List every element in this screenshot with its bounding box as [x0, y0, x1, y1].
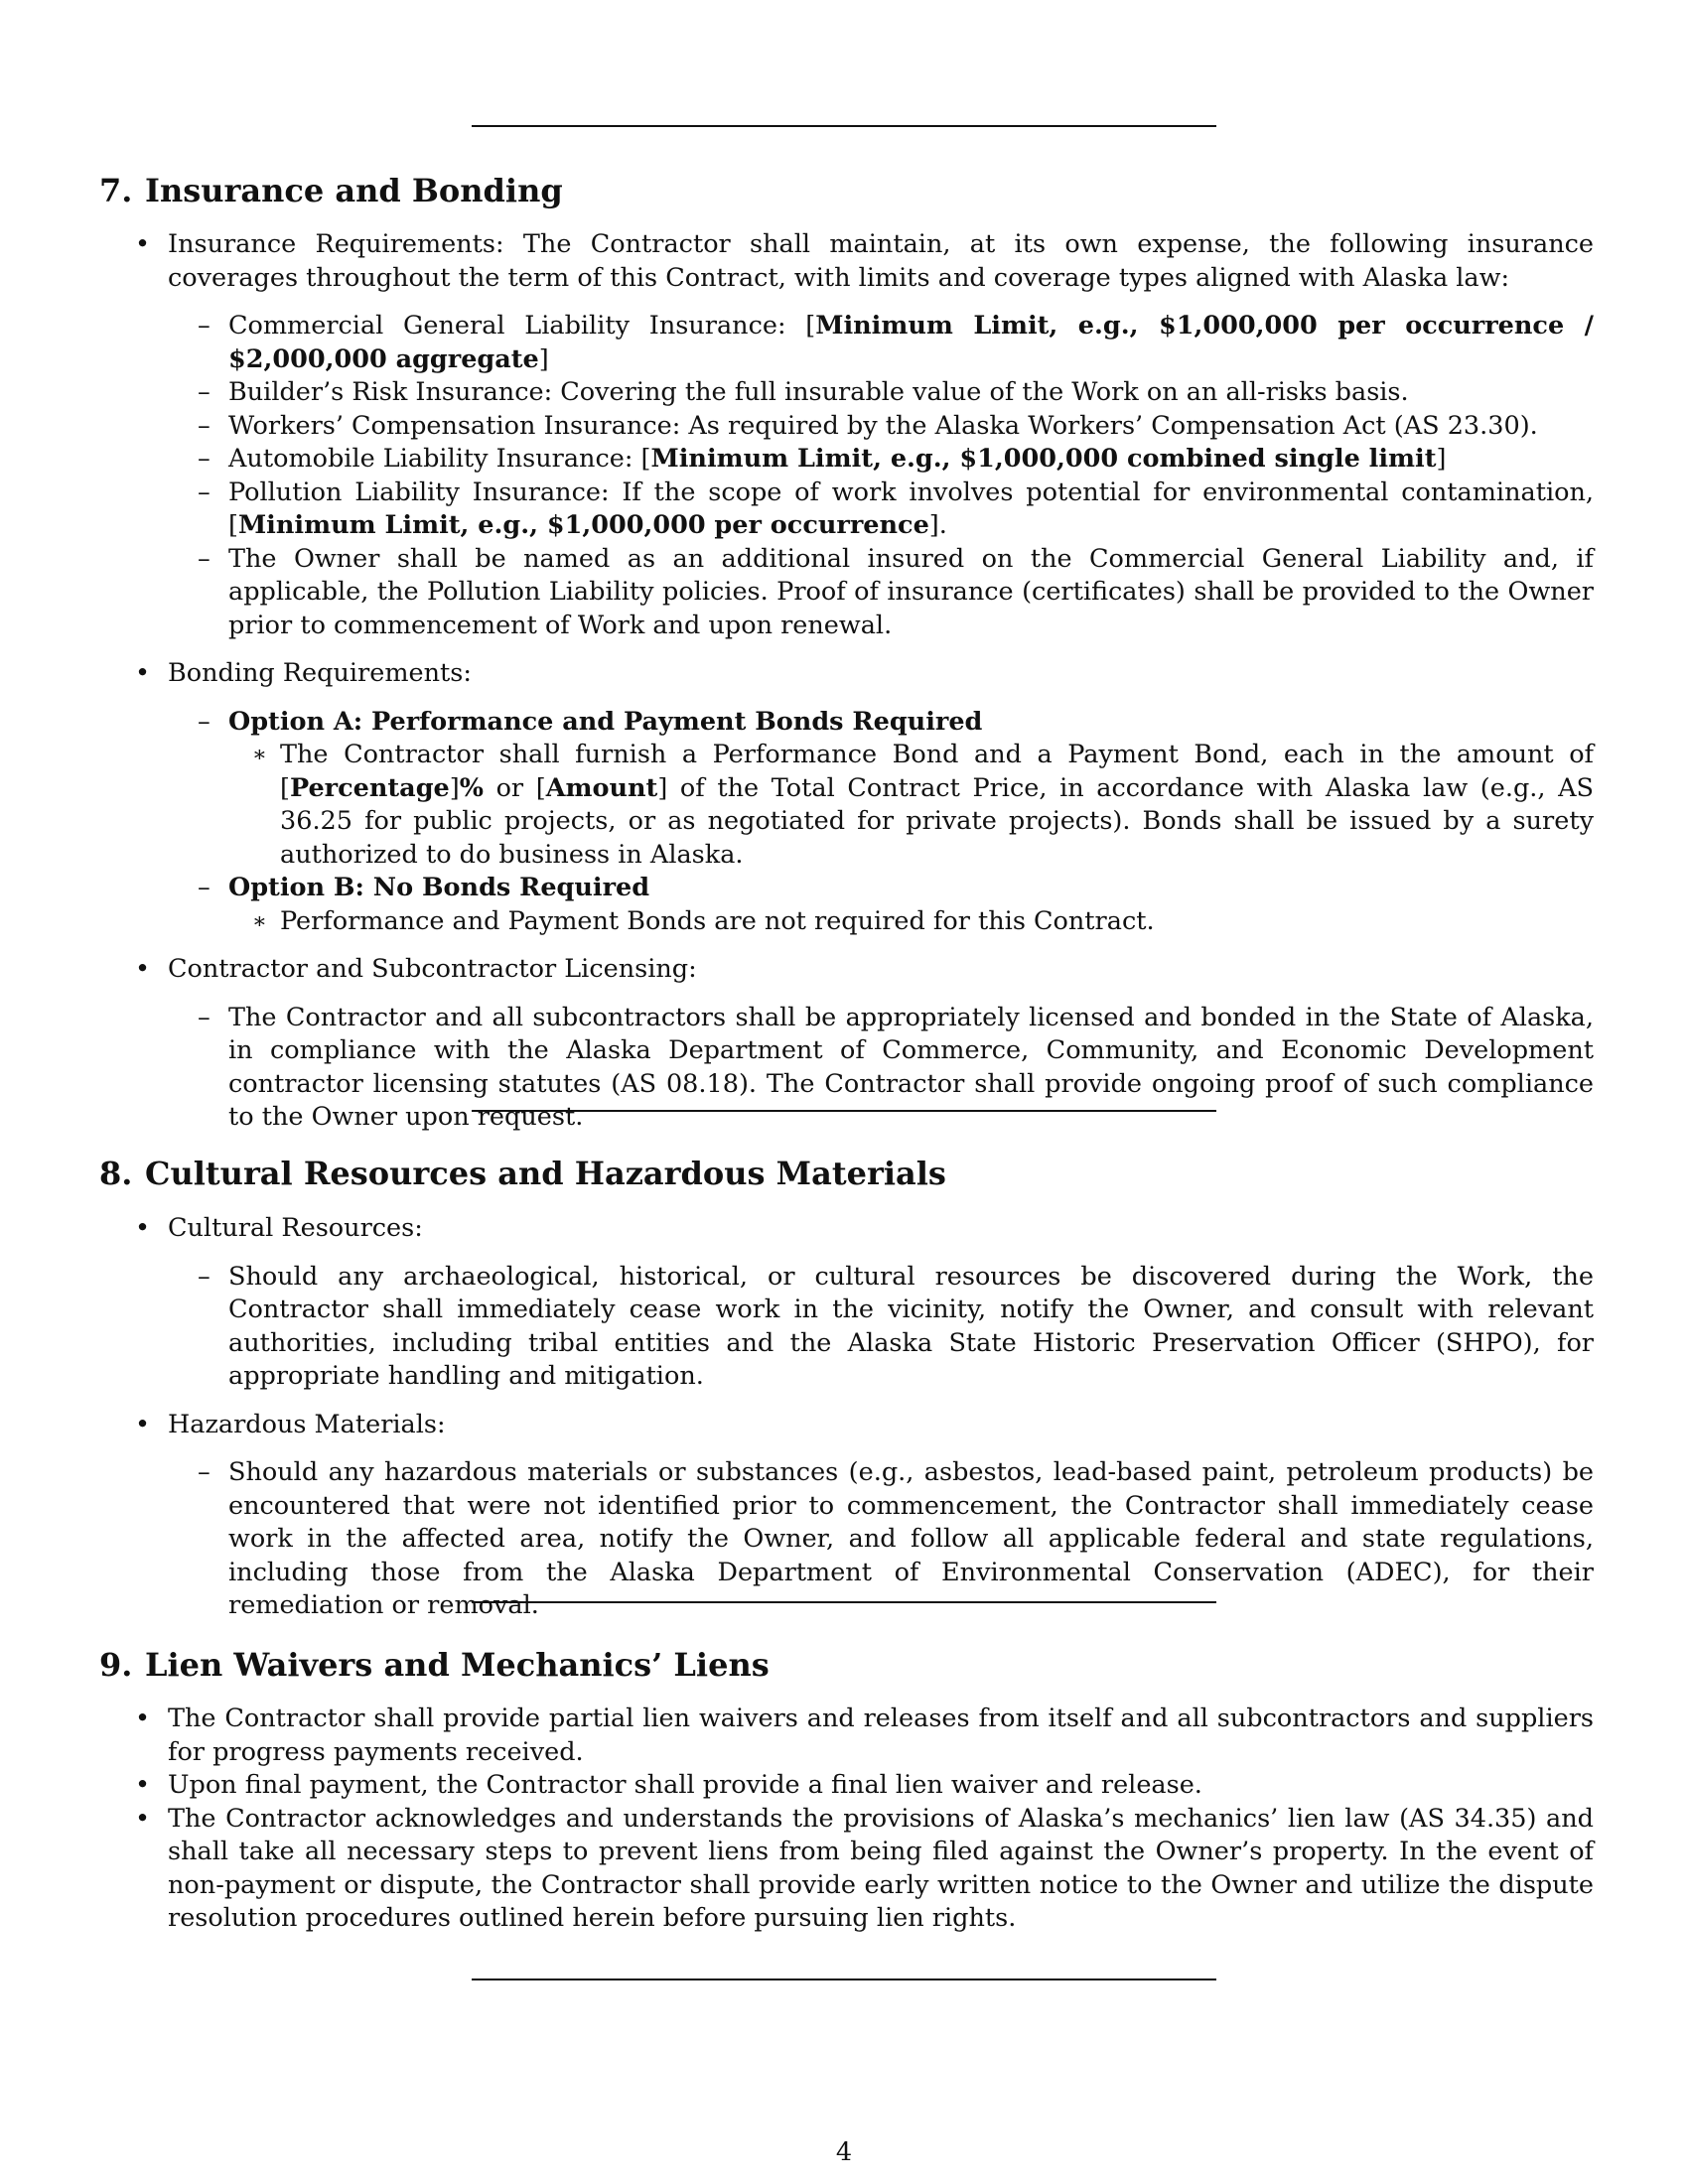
hazardous-text: Should any hazardous materials or substances (e.g., asbestos, lead-based paint, petroleum products) be encountered that were not identified prior to commencement, the Contractor shall immediately cease work in the affected area, notify the Owner, and follow all applicable federal and state regulations, including those from the Alaska Department of Environmental Conservation (ADEC), for their remediation or removal.	[228, 1457, 1594, 1620]
list-item	[168, 310, 1594, 376]
insurance-coverages-list	[168, 310, 1594, 642]
option-a-title: Option A: Performance and Payment Bonds Required	[228, 706, 983, 737]
insurance-bonding-list	[99, 228, 1594, 1135]
list-item	[99, 657, 1594, 938]
section-heading-9	[99, 1645, 770, 1685]
lien-list	[99, 1703, 1594, 1936]
list-item	[168, 706, 1594, 873]
horizontal-rule	[472, 1110, 1216, 1112]
section-number: 9.	[99, 1646, 133, 1684]
list-item: • Upon final payment, the Contractor shall provide a final lien waiver and release.	[99, 1769, 1594, 1803]
section-title: Lien Waivers and Mechanics’ Liens	[145, 1646, 770, 1684]
option-a-text: ] of the Total Contract Price, in accordance with Alaska law (e.g., AS 36.25 for public projects, or as negotiated for private projects). Bonds shall be issued by a surety authorized to do business in Alaska.	[280, 772, 1594, 870]
auto-limit: Minimum Limit, e.g., $1,000,000 combined single limit	[650, 444, 1437, 474]
section-title: Insurance and Bonding	[145, 172, 563, 209]
option-b-title: Option B: No Bonds Required	[228, 873, 650, 902]
list-item	[228, 905, 1594, 939]
licensing-text: The Contractor and all subcontractors shall be appropriately licensed and bonded in the State of Alaska, in compliance with the Alaska Department of Commerce, Community, and Economic Development contractor licensing statutes (AS 08.18). The Contractor shall provide ongoing proof of such compliance to the Owner upon request.	[228, 1002, 1594, 1132]
amount-placeholder: Amount	[545, 772, 658, 803]
section-number: 8.	[99, 1155, 133, 1192]
list-item	[99, 1409, 1594, 1623]
builders-risk-text: Builder’s Risk Insurance: Covering the full insurable value of the Work on an all-risks basis.	[228, 377, 1409, 407]
hazardous-label: Hazardous Materials:	[168, 1409, 446, 1439]
section-9-body	[99, 1703, 1594, 1936]
cultural-list	[168, 1261, 1594, 1394]
cultural-hazardous-list	[99, 1212, 1594, 1623]
section-heading-8	[99, 1154, 946, 1193]
list-item	[168, 477, 1594, 543]
section-heading-7	[99, 171, 563, 210]
list-item	[168, 543, 1594, 643]
bonding-options-list	[168, 706, 1594, 939]
list-item	[168, 410, 1594, 444]
hazardous-list	[168, 1456, 1594, 1623]
pollution-limit: Minimum Limit, e.g., $1,000,000 per occurrence	[237, 510, 929, 540]
workers-comp-text: Workers’ Compensation Insurance: As required by the Alaska Workers’ Compensation Act (AS 23.30).	[228, 410, 1538, 441]
licensing-label: Contractor and Subcontractor Licensing:	[168, 954, 697, 984]
option-a-text: The Contractor shall furnish a Performance Bond and a Payment Bond, each in the amount of [	[280, 740, 1594, 803]
list-item	[168, 1456, 1594, 1623]
page-number: 4	[835, 2137, 853, 2167]
insurance-intro: Insurance Requirements: The Contractor shall maintain, at its own expense, the following insurance coverages throughout the term of this Contract, with limits and coverage types aligned with Alaska law:	[168, 229, 1594, 293]
list-item: • The Contractor acknowledges and understands the provisions of Alaska’s mechanics’ lien law (AS 34.35) and shall take all necessary steps to prevent liens from being filed against the Owner’s property. In the event of non-payment or dispute, the Contractor shall provide early written notice to the Owner and utilize the dispute resolution procedures outlined herein before pursuing lien rights.	[99, 1803, 1594, 1936]
list-item	[99, 228, 1594, 642]
list-item	[228, 739, 1594, 872]
bonding-label: Bonding Requirements:	[168, 658, 472, 688]
option-a-text: or [	[483, 772, 546, 803]
list-item	[168, 376, 1594, 410]
section-8-body	[99, 1212, 1594, 1638]
option-b-text: Performance and Payment Bonds are not required for this Contract.	[280, 905, 1155, 936]
cultural-text: Should any archaeological, historical, or cultural resources be discovered during the Work, the Contractor shall immediately cease work in the vicinity, notify the Owner, and consult with relevant authorities, including tribal entities and the Alaska State Historic Preservation Officer (SHPO), for appropriate handling and mitigation.	[228, 1261, 1594, 1391]
cgl-suffix: ]	[538, 343, 549, 374]
horizontal-rule	[472, 125, 1216, 127]
list-item	[168, 443, 1594, 477]
section-number: 7.	[99, 172, 133, 209]
licensing-list	[168, 1002, 1594, 1135]
auto-suffix: ]	[1436, 444, 1447, 474]
cultural-label: Cultural Resources:	[168, 1213, 423, 1243]
horizontal-rule	[472, 1979, 1216, 1980]
option-a-text: ]	[449, 772, 460, 803]
list-item: • The Contractor shall provide partial lien waivers and releases from itself and all subcontractors and suppliers for progress payments received.	[99, 1703, 1594, 1769]
cgl-limit: Minimum Limit, e.g., $1,000,000 per occurrence / $2,000,000 aggregate	[228, 311, 1594, 374]
additional-insured-text: The Owner shall be named as an additional insured on the Commercial General Liability and, if applicable, the Pollution Liability policies. Proof of insurance (certificates) shall be provided to the Owner prior to commencement of Work and upon renewal.	[228, 543, 1594, 640]
pollution-suffix: ].	[928, 510, 947, 540]
option-a-list	[228, 739, 1594, 872]
percent-sign: %	[459, 772, 484, 803]
cgl-text: Commercial General Liability Insurance: [	[228, 311, 816, 341]
list-item	[168, 1002, 1594, 1135]
pollution-text: Pollution Liability Insurance: If the scope of work involves potential for environmental contamination, [	[228, 477, 1594, 540]
list-item	[168, 872, 1594, 938]
option-b-list	[228, 905, 1594, 939]
list-item	[168, 1261, 1594, 1394]
percentage-placeholder: Percentage	[289, 772, 450, 803]
list-item	[99, 953, 1594, 1135]
list-item	[99, 1212, 1594, 1394]
section-title: Cultural Resources and Hazardous Materials	[145, 1155, 946, 1192]
horizontal-rule	[472, 1601, 1216, 1603]
auto-text: Automobile Liability Insurance: [	[228, 444, 651, 474]
section-7-body	[99, 228, 1594, 1150]
